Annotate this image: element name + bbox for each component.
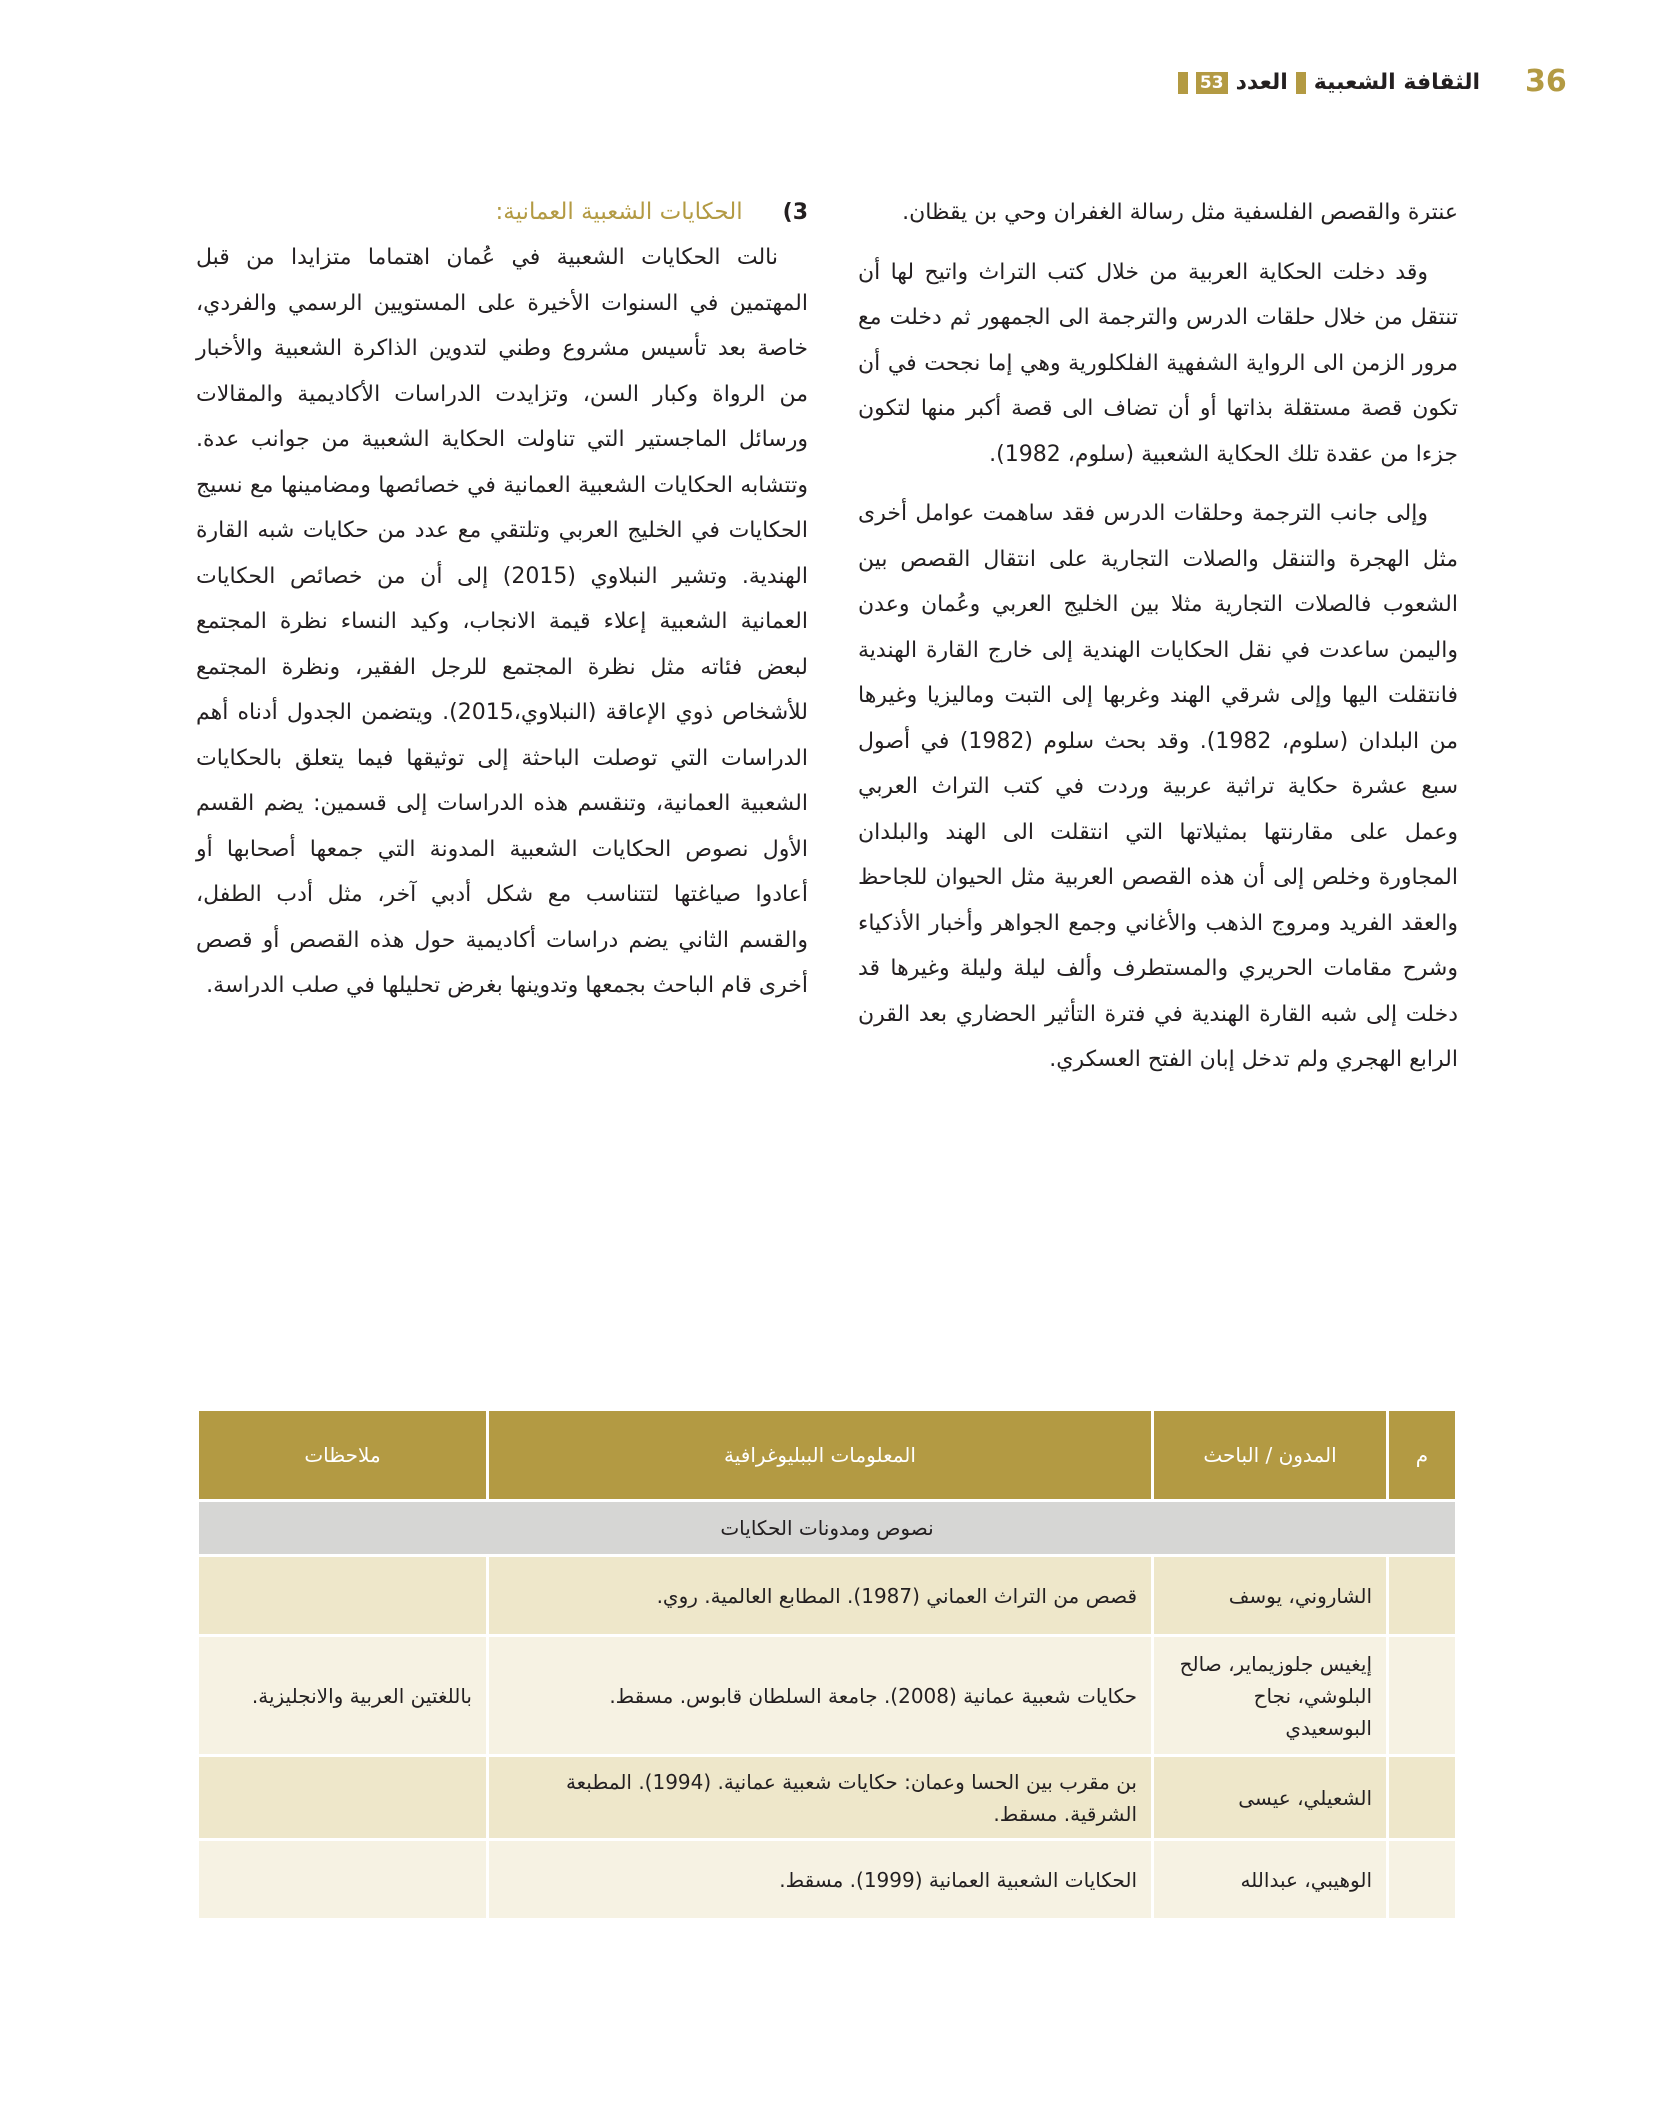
- paragraph: نالت الحكايات الشعبية في عُمان اهتماما متزايدا من قبل المهتمين في السنوات الأخيرة على المستويين الرسمي والفردي، خاصة بعد تأسيس مشروع وطني لتدوين الذاكرة الشعبية والأخبار من الرواة وكبار السن، وتزايدت الدراسات الأكاديمية والمقالات ورسائل الماجستير التي تناولت الحكاية الشعبية من جوانب عدة. وتتشابه الحكايات الشعبية العمانية في خصائصها ومضامينها مع نسيج الحكايات في الخليج العربي وتلتقي مع عدد من حكايات شبه القارة الهندية. وتشير النبلاوي (2015) إلى أن من خصائص الحكايات العمانية الشعبية إعلاء قيمة الانجاب، وكيد النساء نظرة المجتمع لبعض فئاته مثل نظرة المجتمع للرجل الفقير، ونظرة المجتمع للأشخاص ذوي الإعاقة (النبلاوي،2015). ويتضمن الجدول أدناه أهم الدراسات التي توصلت الباحثة إلى توثيقها فيما يتعلق بالحكايات الشعبية العمانية، وتنقسم هذه الدراسات إلى قسمين: يضم القسم الأول نصوص الحكايات الشعبية المدونة التي جمعها أصحابها أو أعادوا صياغتها لتتناسب مع شكل أدبي آخر، مثل أدب الطفل، والقسم الثاني يضم دراسات أكاديمية حول هذه القصص أو قصص أخرى قام الباحث بجمعها وتدوينها بغرض تحليلها في صلب الدراسة.: [196, 245, 808, 998]
- cell-num: [1388, 1636, 1457, 1756]
- header-biblio: المعلومات الببليوغرافية: [488, 1410, 1153, 1501]
- cell-author: الشعيلي، عيسى: [1153, 1756, 1388, 1840]
- cell-biblio: حكايات شعبية عمانية (2008). جامعة السلطان قابوس. مسقط.: [488, 1636, 1153, 1756]
- right-column: [858, 190, 1458, 1083]
- table-row: [198, 1840, 1457, 1920]
- cell-notes: باللغتين العربية والانجليزية.: [198, 1636, 488, 1756]
- cell-biblio: قصص من التراث العماني (1987). المطابع العالمية. روي.: [488, 1556, 1153, 1636]
- table-row: [198, 1756, 1457, 1840]
- cell-author: إيغيس جلوزيماير، صالح البلوشي، نجاح البوسعيدي: [1153, 1636, 1388, 1756]
- cell-biblio: بن مقرب بين الحسا وعمان: حكايات شعبية عمانية. (1994). المطبعة الشرقية. مسقط.: [488, 1756, 1153, 1840]
- cell-notes: [198, 1840, 488, 1920]
- cell-num: [1388, 1756, 1457, 1840]
- separator-square-icon: [1178, 72, 1188, 94]
- section-label: نصوص ومدونات الحكايات: [198, 1501, 1457, 1556]
- cell-author: الوهيبي، عبدالله: [1153, 1840, 1388, 1920]
- cell-notes: [198, 1756, 488, 1840]
- magazine-strip: [1178, 70, 1480, 95]
- header-num: م: [1388, 1410, 1457, 1501]
- issue-number: 53: [1196, 72, 1228, 94]
- cell-author: الشاروني، يوسف: [1153, 1556, 1388, 1636]
- left-column: [196, 190, 808, 1009]
- cell-notes: [198, 1556, 488, 1636]
- page-header: [1160, 64, 1567, 104]
- issue-label: العدد: [1235, 70, 1288, 95]
- paragraph: وقد دخلت الحكاية العربية من خلال كتب التراث واتيح لها أن تنتقل من خلال حلقات الدرس والترجمة الى الجمهور ثم دخلت مع مرور الزمن الى الرواية الشفهية الفلكلورية وهي إما نجحت في أن تكون قصة مستقلة بذاتها أو أن تضاف الى قصة أكبر منها لتكون جزءا من عقدة تلك الحكاية الشعبية (سلوم، 1982).: [858, 259, 1458, 467]
- paragraph: وإلى جانب الترجمة وحلقات الدرس فقد ساهمت عوامل أخرى مثل الهجرة والتنقل والصلات التجارية على انتقال القصص بين الشعوب فالصلات التجارية مثلا بين الخليج العربي وعُمان وعدن واليمن ساعدت في نقل الحكايات الهندية إلى خارج القارة الهندية فانتقلت اليها وإلى شرقي الهند وغربها إلى التبت وماليزيا وغيرها من البلدان (سلوم، 1982). وقد بحث سلوم (1982) في أصول سبع عشرة حكاية تراثية عربية وردت في كتب التراث العربي وعمل على مقارنتها بمثيلاتها التي انتقلت الى الهند والبلدان المجاورة وخلص إلى أن هذه القصص العربية مثل الحيوان للجاحظ والعقد الفريد ومروج الذهب والأغاني وجمع الجواهر وأخبار الأذكياء وشرح مقامات الحريري والمستطرف وألف ليلة وليلة وغيرها قد دخلت إلى شبه القارة الهندية في فترة التأثير الحضاري بعد القرن الرابع الهجري ولم تدخل إبان الفتح العسكري.: [858, 501, 1458, 1072]
- table-row: [198, 1556, 1457, 1636]
- cell-num: [1388, 1840, 1457, 1920]
- header-notes: ملاحظات: [198, 1410, 488, 1501]
- bibliography-table: [196, 1408, 1458, 1921]
- table-row: [198, 1636, 1457, 1756]
- table-header-row: [198, 1410, 1457, 1501]
- section-heading: [196, 190, 808, 235]
- table-section-row: [198, 1501, 1457, 1556]
- section-number: 3): [782, 200, 808, 225]
- cell-biblio: الحكايات الشعبية العمانية (1999). مسقط.: [488, 1840, 1153, 1920]
- header-author: المدون / الباحث: [1153, 1410, 1388, 1501]
- paragraph: عنترة والقصص الفلسفية مثل رسالة الغفران وحي بن يقظان.: [902, 200, 1458, 225]
- page-number: 36: [1525, 64, 1567, 99]
- separator-square-icon: [1296, 72, 1306, 94]
- section-title: الحكايات الشعبية العمانية:: [495, 199, 743, 225]
- cell-num: [1388, 1556, 1457, 1636]
- magazine-title: الثقافة الشعبية: [1313, 70, 1480, 95]
